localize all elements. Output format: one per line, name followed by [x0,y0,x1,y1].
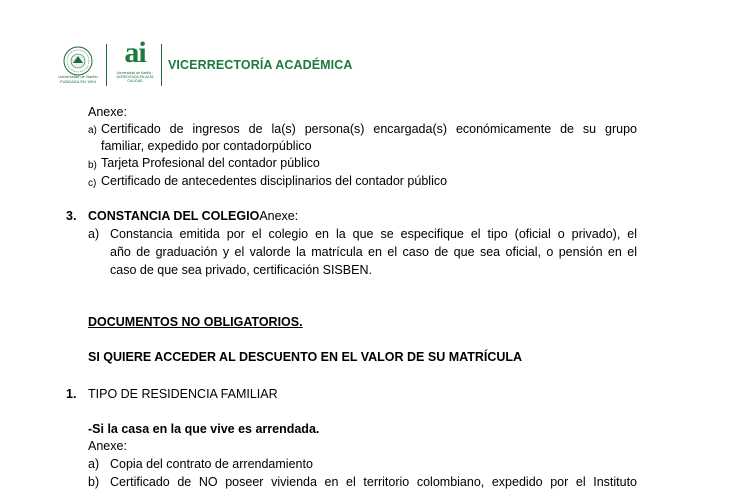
ai-logo: ai [124,36,146,69]
subsection-subheading: SI QUIERE ACCEDER AL DESCUENTO EN EL VALOR DE SU MATRÍCULA [88,350,523,364]
list-item-text: caso de que sea privado, certificación SISBEN. [110,263,372,277]
anexe-label: Anexe: [259,209,299,223]
section-title: TIPO DE RESIDENCIA FAMILIAR [88,387,278,401]
list-item-text: Certificado de ingresos de la(s) persona(s) encargada(s) económicamente de su grupo [101,122,637,136]
page-title: VICERRECTORÍA ACADÉMICA [168,58,353,72]
list-item-label: a) [88,457,100,471]
anexe-label: Anexe: [88,105,127,119]
ai-logo-caption: Universidad de Nariño · ACREDITADA EN ALTA CALIDAD [116,71,154,83]
section-heading [88,208,298,225]
list-item-text: Copia del contrato de arrendamiento [110,457,313,471]
section-title: CONSTANCIA DEL COLEGIO [88,209,260,223]
list-item-label: c) [88,178,97,189]
list-item-text: Certificado de NO poseer vivienda en el territorio colombiano, expedido por el Instituto [110,475,637,489]
list-item-text: Constancia emitida por el colegio en la que se especifique el tipo (oficial o privado), el [110,227,637,241]
list-item-text: año de graduación y el valorde la matrícula en el caso de que sea oficial, o pensión en el [110,245,637,259]
header-divider [106,44,107,86]
anexe-label: Anexe: [88,439,127,453]
subsection-heading: DOCUMENTOS NO OBLIGATORIOS. [88,315,303,329]
list-item-text: Tarjeta Profesional del contador público [101,156,320,170]
list-item-text: Certificado de antecedentes disciplinarios del contador público [101,174,448,188]
university-name: Universidad de Nariño FUNDADA EN 1904 [58,74,98,84]
case-heading: -Si la casa en la que vive es arrendada. [88,422,320,436]
list-item-label: a) [88,227,100,241]
list-item-label: a) [88,125,97,136]
list-item-label: b) [88,475,100,489]
list-item-text: familiar, expedido por contadorpúblico [101,139,312,153]
header-divider [161,44,162,86]
section-number: 3. [66,209,77,223]
section-number: 1. [66,387,77,401]
list-item-label: b) [88,160,97,171]
